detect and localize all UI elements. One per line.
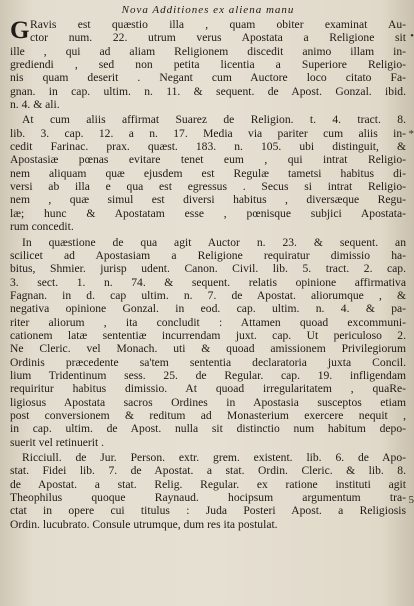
text-line: scilicet ad Apostasiam a Religione requiratur dimissio ha- xyxy=(10,248,406,262)
text-line: bitus, Shmier. jurisp udent. Canon. Civil. lib. 5. tract. 2. cap. xyxy=(10,262,406,276)
text-line: Theophilus quoque Raynaud. hocipsum argumentum tra- xyxy=(10,491,406,505)
text-line: ctor num. 22. utrum verus Apostata a Religione sit xyxy=(30,31,406,45)
text-line: de Apostat. a stat. Relig. Regular. ex ratione instituti agit xyxy=(10,477,406,491)
text-line: Ordin. lucubrato. Consule utrumque, dum res ita postulat. xyxy=(10,517,278,531)
text-line: lib. 3. cap. 12. a n. 17. Media via pariter cum aliis in- xyxy=(10,126,406,140)
margin-mark: * xyxy=(408,128,414,140)
text-line: cationem latæ sententiæ incurrendam juxt. cap. Ut periculoso 2. xyxy=(10,328,406,342)
text-line: In quæstione de qua agit Auctor n. 23. & sequent. an xyxy=(22,235,406,249)
text-line: 3. sect. 1. n. 74. & sequent. relatis opinione affirmativa xyxy=(10,275,406,289)
paragraph xyxy=(10,451,406,531)
text-line: Ravis est quæstio illa , quam obiter examinat Au- xyxy=(30,18,406,31)
running-header: Nova Additiones ex aliena manu xyxy=(121,4,295,16)
text-line: in cap. ultim. de Apost. nulla sit distinctio num habitum depo- xyxy=(10,422,406,436)
text-line: Fagnan. in d. cap ultim. n. 7. de Apostat. aliorumque , & xyxy=(10,288,406,302)
drop-cap: G xyxy=(10,17,30,44)
text-line: Apostasiæ pœnas evitare tenet eum , qui intrat Religio- xyxy=(10,153,406,167)
text-line: post conversionem & reditum ad Monasterium exercere nequit , xyxy=(10,408,406,422)
text-line: riter aliorum , ita concludit : Attamen quoad excommuni- xyxy=(10,315,406,329)
text-line: grediendi , sed non petita licentia a Superiore Religio- xyxy=(10,58,406,72)
text-line: suerit vel retinuerit . xyxy=(10,435,105,449)
text-line: gnan. in cap. ultim. n. 11. & sequent. de Apost. Gonzal. ibid. xyxy=(10,84,406,98)
text-line: stat. Fidei lib. 7. de Apostat. a stat. Ordin. Cleric. & lib. 8. xyxy=(10,464,406,478)
text-line: ille , qui ad aliam Religionem discedit animo illam in- xyxy=(10,44,406,58)
text-line: Ordinis præcedente sa'tem sententia declaratoria juxta Concil. xyxy=(10,355,406,369)
text-line: ligiosus Apostata sacros Ordines in Apostasia susceptos etiam xyxy=(10,395,406,409)
text-line: nem , quæ simul est diversi habitus , diversæque Regu- xyxy=(10,193,406,207)
text-line: ctat in opere cui titulus : Juda Posteri Apost. a Religiosis xyxy=(10,504,406,518)
body-text xyxy=(10,18,406,531)
margin-mark: 5 xyxy=(408,494,414,506)
text-line: versi ab illa e qua est egressus . Secus si intrat Religio- xyxy=(10,180,406,194)
text-line: negativa opinione Gonzal. in eod. cap. ultim. n. 4. & pa- xyxy=(10,302,406,316)
text-line: lium Tridentinum sess. 25. de Regular. cap. 19. infligendam xyxy=(10,368,406,382)
text-line: læ; hunc & Apostatam esse , pœnisque subjici Apostata- xyxy=(10,206,406,220)
text-line: rum concedit. xyxy=(10,220,74,234)
paragraph xyxy=(10,236,406,450)
text-line: cedit Farinac. prax. quæst. 183. n. 105. ubi distinguit, & xyxy=(10,140,406,154)
text-line: nem aliquam quæ ejusdem est Regulæ tametsi habitus di- xyxy=(10,166,406,180)
text-line: Ricciull. de Jur. Person. extr. grem. existent. lib. 6. de Apo- xyxy=(22,451,406,464)
paragraph xyxy=(10,18,406,111)
margin-mark: • xyxy=(410,30,414,42)
text-line: requiritur habitus dimissio. At quoad irregularitatem , quaRe- xyxy=(10,382,406,396)
text-line: Ne Cleric. vel Monach. uti & quoad amissionem Privilegiorum xyxy=(10,342,406,356)
text-line: n. 4. & ali. xyxy=(10,98,60,112)
text-line: At cum aliis affirmat Suarez de Religion. t. 4. tract. 8. xyxy=(22,113,406,127)
text-line: nis quam deserit . Negant cum Auctore loco citato Fa- xyxy=(10,71,406,85)
paragraph xyxy=(10,113,406,233)
